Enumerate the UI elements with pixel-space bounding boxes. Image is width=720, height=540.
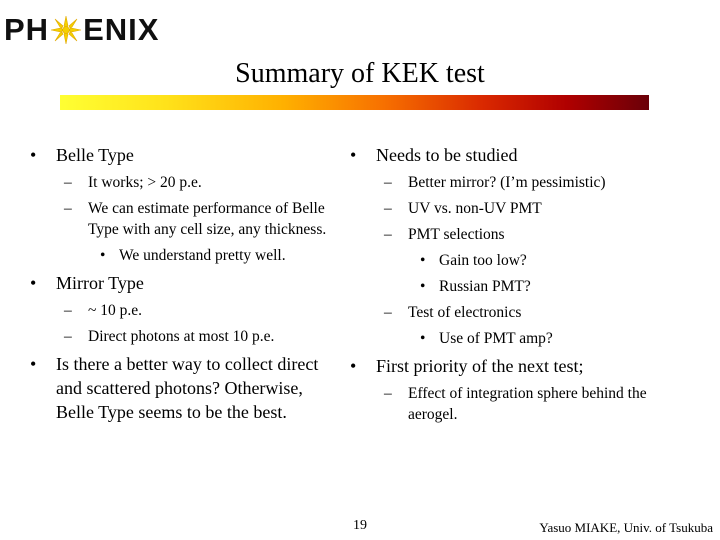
bullet-dot: • (30, 145, 37, 165)
bullet-needs-study (348, 143, 678, 167)
phoenix-bird-icon (50, 15, 82, 45)
sub-bullet-text: Direct photons at most 10 p.e. (88, 328, 275, 345)
sub-sub-bullet-text: Russian PMT? (439, 278, 531, 295)
sub-bullet (28, 326, 328, 347)
sub-sub-bullet (28, 245, 328, 266)
sub-sub-bullet (348, 328, 678, 349)
sub-bullet-text: It works; > 20 p.e. (88, 174, 202, 191)
bullet-text: Needs to be studied (376, 145, 518, 165)
sub-bullet-text: UV vs. non-UV PMT (408, 200, 542, 217)
left-column (28, 143, 328, 429)
sub-sub-bullet (348, 250, 678, 271)
dash-bullet: – (64, 200, 72, 217)
bullet-text: Is there a better way to collect direct and scattered photons? Otherwise, Belle Type seems to be the best. (56, 354, 319, 422)
sub-bullet-text: Effect of integration sphere behind the aerogel. (408, 385, 647, 423)
page-number: 19 (353, 518, 367, 533)
sub-bullet-text: ~ 10 p.e. (88, 302, 143, 319)
bullet-dot: • (350, 145, 357, 165)
bullet-dot: • (350, 356, 357, 376)
bullet-dot: • (420, 252, 426, 269)
sub-bullet (348, 302, 678, 323)
sub-bullet-text: PMT selections (408, 226, 505, 243)
bullet-text: First priority of the next test; (376, 356, 584, 376)
bullet-dot: • (420, 330, 426, 347)
bullet-mirror-type (28, 271, 328, 295)
bullet-belle-type (28, 143, 328, 167)
sub-bullet (348, 224, 678, 245)
logo-text-pre: PH (4, 12, 50, 47)
sub-bullet (348, 172, 678, 193)
dash-bullet: – (384, 304, 392, 321)
sub-bullet-text: We can estimate performance of Belle Type with any cell size, any thickness. (88, 200, 327, 238)
sub-bullet-text: Test of electronics (408, 304, 522, 321)
sub-bullet (348, 383, 678, 425)
right-column (348, 143, 678, 430)
bullet-dot: • (30, 273, 37, 293)
title-gradient-bar (60, 95, 649, 110)
sub-sub-bullet-text: Gain too low? (439, 252, 527, 269)
sub-bullet (28, 198, 328, 240)
dash-bullet: – (64, 302, 72, 319)
sub-bullet (348, 198, 678, 219)
bullet-first-priority (348, 354, 678, 378)
logo-text-post: ENIX (83, 12, 160, 47)
sub-sub-bullet-text: Use of PMT amp? (439, 330, 553, 347)
dash-bullet: – (384, 226, 392, 243)
bullet-dot: • (420, 278, 426, 295)
dash-bullet: – (384, 385, 392, 402)
sub-bullet (28, 300, 328, 321)
bullet-text: Mirror Type (56, 273, 144, 293)
slide-title: Summary of KEK test (235, 58, 485, 89)
author-credit: Yasuo MIAKE, Univ. of Tsukuba (539, 520, 713, 535)
bullet-dot: • (30, 354, 37, 374)
sub-bullet (28, 172, 328, 193)
sub-sub-bullet-text: We understand pretty well. (119, 247, 286, 264)
sub-sub-bullet (348, 276, 678, 297)
bullet-dot: • (100, 247, 106, 264)
bullet-text: Belle Type (56, 145, 134, 165)
dash-bullet: – (64, 328, 72, 345)
dash-bullet: – (384, 174, 392, 191)
phenix-logo (4, 14, 159, 45)
bullet-better-way (28, 352, 328, 424)
sub-bullet-text: Better mirror? (I’m pessimistic) (408, 174, 606, 191)
dash-bullet: – (64, 174, 72, 191)
dash-bullet: – (384, 200, 392, 217)
